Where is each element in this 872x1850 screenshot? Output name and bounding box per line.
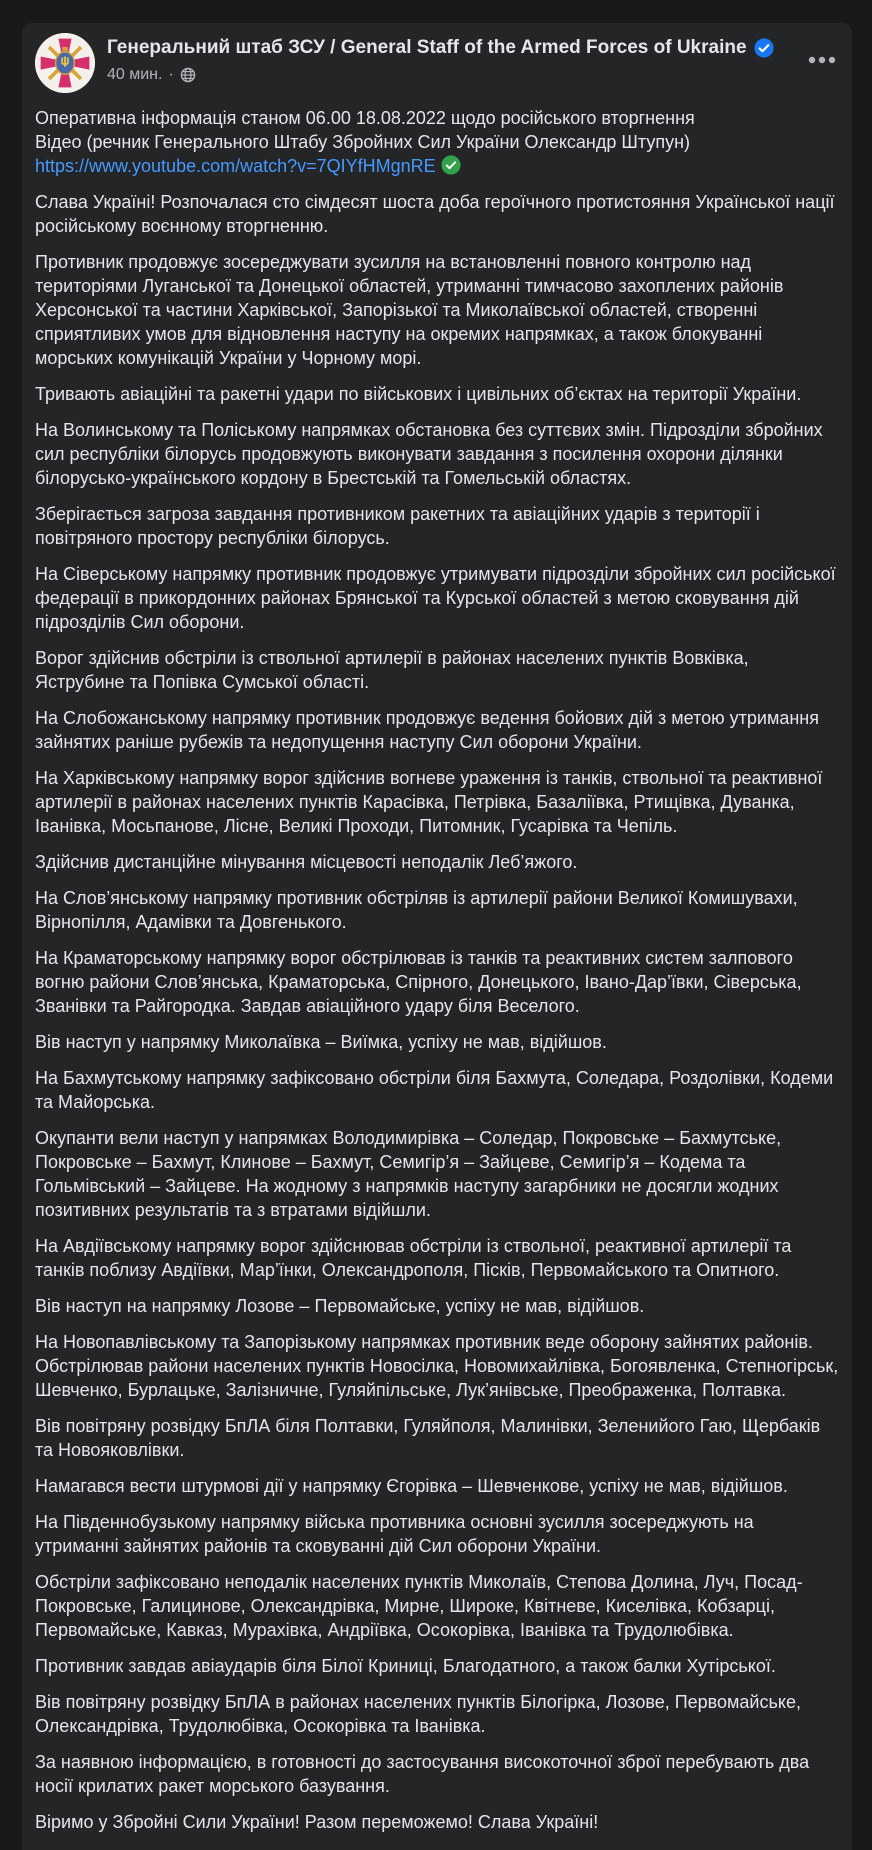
post-paragraph: Вів повітряну розвідку БпЛА біля Полтавки, Гуляйполя, Малинівки, Зеленийого Гаю, Щербаків та Новояковлівки. — [35, 1416, 821, 1460]
post-text-line: Відео (речник Генерального Штабу Збройних Сил України Олександр Штупун) — [35, 132, 691, 152]
post-paragraph: На Авдіївському напрямку ворог здійснював обстріли із ствольної, реактивної артилерії та танків поблизу Авдіївки, Мар’їнки, Олександрополя, Пісків, Первомайського та Опитного. — [35, 1236, 792, 1280]
meta-separator: · — [168, 66, 174, 83]
post-paragraph: На Волинському та Поліському напрямках обстановка без суттєвих змін. Підрозділи збройних сил республіки білорусь продовжують виконувати завдання з посилення охорони ділянки білорусько-українського кордону в Брестській та Гомельській областях. — [35, 420, 823, 488]
post-paragraph: На Слобожанському напрямку противник продовжує ведення бойових дій з метою утримання зайнятих раніше рубежів та недопущення наступу Сил оборони України. — [35, 708, 819, 752]
post-paragraph: Вів наступ на напрямку Лозове – Первомайське, успіху не мав, відійшов. — [35, 1296, 645, 1316]
green-check-emoji — [441, 155, 461, 175]
header-text — [95, 33, 805, 84]
more-options-icon — [808, 56, 836, 64]
general-staff-emblem-icon — [35, 33, 95, 93]
post-paragraph: Тривають авіаційні та ракетні удари по військових і цивільних об’єктах на території України. — [35, 384, 802, 404]
post-paragraph: Окупанти вели наступ у напрямках Володимирівка – Соледар, Покровське – Бахмутське, Покровське – Бахмут, Клинове – Бахмут, Семигір’я – Зайцеве, Семигір’я – Кодема та Гольмівський – Зайцеве. На жодному з напрямків наступу загарбники не досягли жодних позитивних результатів та з втратами відійшли. — [35, 1128, 782, 1220]
post-paragraph: Вів повітряну розвідку БпЛА в районах населених пунктів Білогірка, Лозове, Первомайське, Олександрівка, Трудолюбівка, Осокорівка та Іванівка. — [35, 1692, 801, 1736]
page-name-link[interactable]: Генеральний штаб ЗСУ / General Staff of the Armed Forces of Ukraine — [107, 37, 747, 58]
post-card — [22, 23, 852, 1850]
post-paragraph: За наявною інформацією, в готовності до застосування високоточної зброї перебувають два носії крилатих ракет морського базування. — [35, 1752, 810, 1796]
post-paragraph: На Бахмутському напрямку зафіксовано обстріли біля Бахмута, Соледара, Роздолівки, Кодеми та Майорська. — [35, 1068, 834, 1112]
post-paragraph: Обстріли зафіксовано неподалік населених пунктів Миколаїв, Степова Долина, Луч, Посад-Покровське, Галицинове, Олександрівка, Мирне, Широке, Квітневе, Киселівка, Кобзарці, Первомайське, Кавказ, Мурахівка, Андріївка, Осокорівка, Іванівка та Трудолюбівка. — [35, 1572, 803, 1640]
post-text-line: Оперативна інформація станом 06.00 18.08.2022 щодо російського вторгнення — [35, 108, 695, 128]
post-paragraph: На Новопавлівському та Запорізькому напрямках противник веде оборону зайнятих районів. Обстрілював райони населених пунктів Новосілка, Новомихайлівка, Богоявленка, Степногірськ, Шевченко, Бурлацьке, Залізничне, Гуляйпільське, Лук’янівське, Преображенка, Полтавка. — [35, 1332, 839, 1400]
post-header — [35, 33, 839, 93]
verified-badge-icon — [754, 38, 774, 58]
post-timestamp[interactable]: 40 мин. — [107, 66, 163, 83]
post-paragraph: Ворог здійснив обстріли із ствольної артилерії в районах населених пунктів Вовківка, Яструбине та Попівка Сумської області. — [35, 648, 749, 692]
post-paragraph: Віримо у Збройні Сили України! Разом переможемо! Слава Україні! — [35, 1812, 599, 1832]
post-paragraph: На Слов’янському напрямку противник обстріляв із артилерії райони Великої Комишувахи, Вірнопілля, Адамівки та Довгенького. — [35, 888, 798, 932]
post-paragraph: На Південнобузькому напрямку війська противника основні зусилля зосереджують на утриманні зайнятих районів та сковуванні дій Сил оборони України. — [35, 1512, 754, 1556]
post-paragraph: Вів наступ у напрямку Миколаївка – Виїмка, успіху не мав, відійшов. — [35, 1032, 607, 1052]
avatar[interactable] — [35, 33, 95, 93]
globe-icon — [180, 67, 196, 83]
post-paragraph: Намагався вести штурмові дії у напрямку Єгорівка – Шевченкове, успіху не мав, відійшов. — [35, 1476, 788, 1496]
post-paragraph: Противник продовжує зосереджувати зусилля на встановленні повного контролю над територіями Луганської та Донецької областей, утриманні тимчасово захоплених районів Херсонської та частини Харківської, Запорізької та Миколаївської областей, створенні сприятливих умов для відновлення наступу на окремих напрямках, а також блокуванні морських комунікацій України у Чорному морі. — [35, 252, 784, 368]
youtube-link[interactable]: https://www.youtube.com/watch?v=7QIYfHMgnRE — [35, 156, 436, 176]
post-body — [35, 106, 839, 1834]
post-paragraph: Противник завдав авіаударів біля Білої Криниці, Благодатного, а також балки Хутірської. — [35, 1656, 776, 1676]
post-paragraph: На Сіверському напрямку противник продовжує утримувати підрозділи збройних сил російської федерації в прикордонних районах Брянської та Курської областей з метою сковування дій підрозділів Сил оборони. — [35, 564, 836, 632]
post-paragraph: На Краматорському напрямку ворог обстрілював із танків та реактивних систем залпового вогню райони Слов’янська, Краматорська, Спірного, Донецького, Івано-Дар’ївки, Сіверська, Званівки та Райгородка. Завдав авіаційного удару біля Веселого. — [35, 948, 802, 1016]
post-paragraph: Слава Україні! Розпочалася сто сімдесят шоста доба героїчного протистояння Української нації російському воєнному вторгненню. — [35, 192, 835, 236]
post-intro-paragraph — [35, 106, 839, 178]
post-paragraphs — [35, 190, 839, 1834]
post-paragraph: Зберігається загроза завдання противником ракетних та авіаційних ударів з території і повітряного простору республіки білорусь. — [35, 504, 760, 548]
post-paragraph: Здійснив дистанційне мінування місцевості неподалік Леб’яжого. — [35, 852, 578, 872]
post-paragraph: На Харківському напрямку ворог здійснив вогневе ураження із танків, ствольної та реактивної артилерії в районах населених пунктів Карасівка, Петрівка, Базаліївка, Ртищівка, Дуванка, Іванівка, Мосьпанове, Лісне, Великі Проходи, Питомник, Гусарівка та Чепіль. — [35, 768, 823, 836]
more-options-button[interactable] — [805, 43, 839, 77]
